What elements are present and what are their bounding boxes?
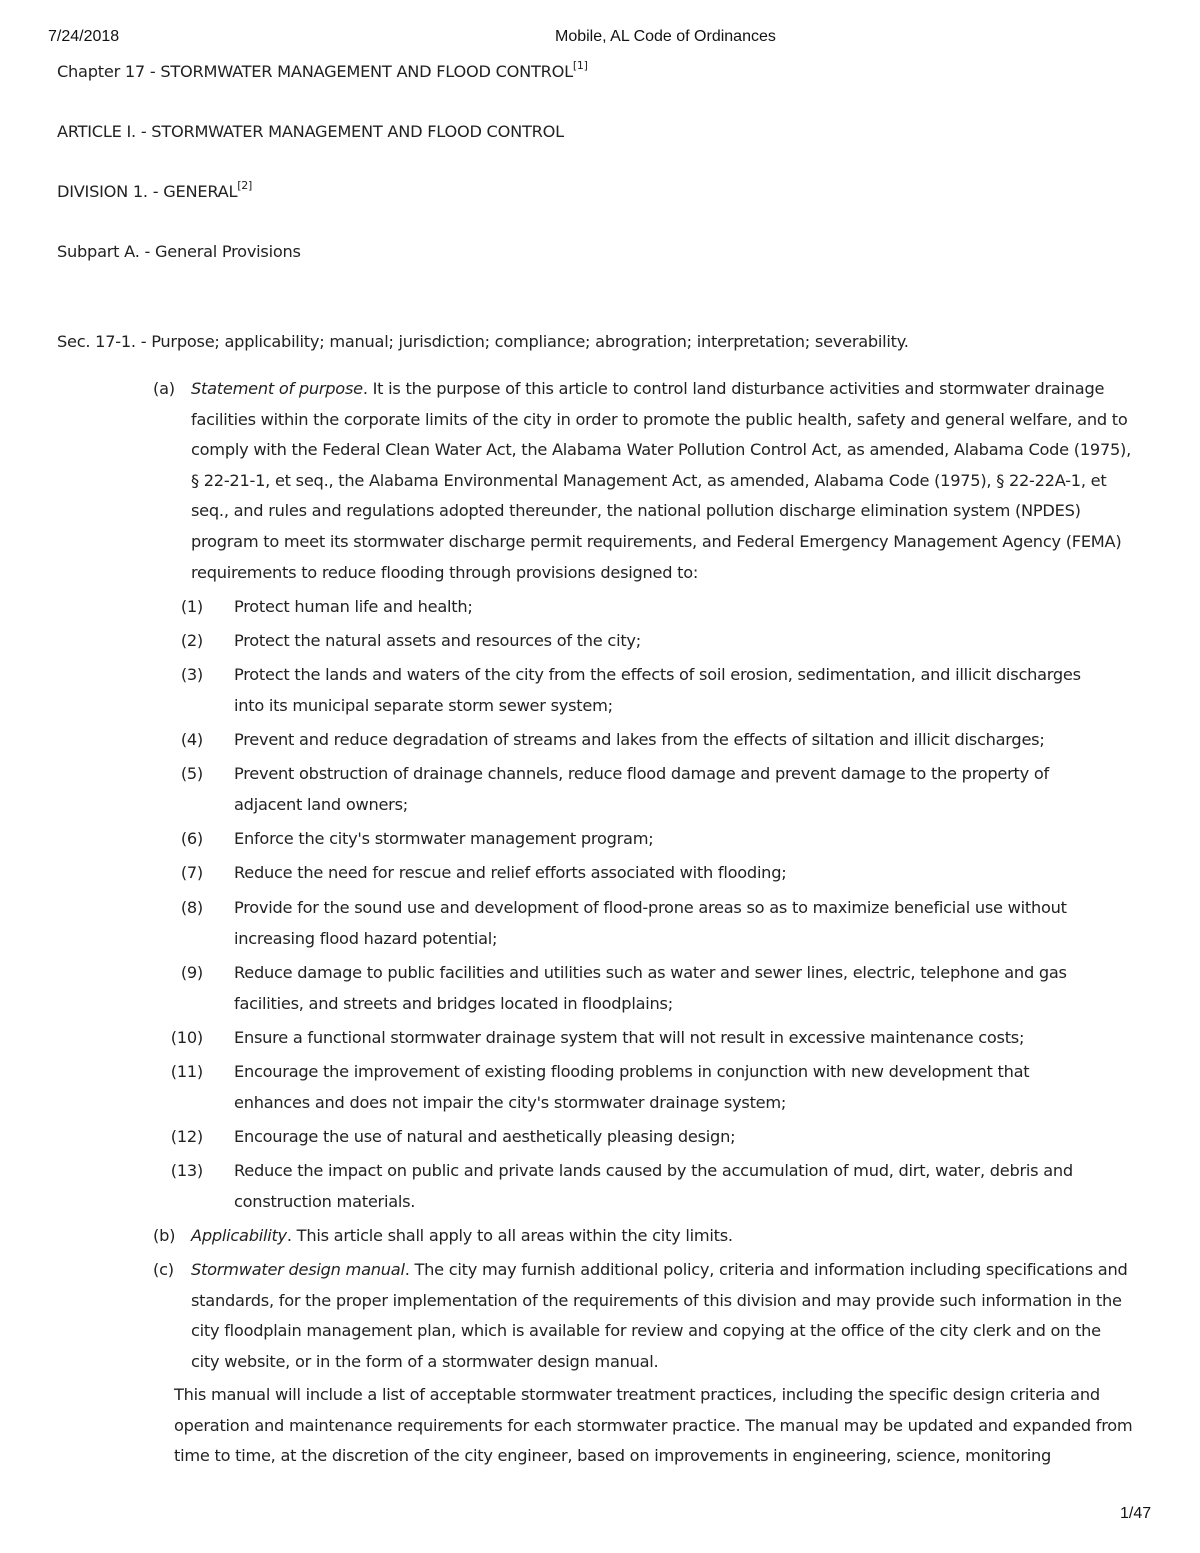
purpose-item: (7) Reduce the need for rescue and relief efforts associated with flooding; [180, 863, 787, 882]
chapter-heading [57, 59, 588, 81]
purpose-item: (3) Protect the lands and waters of the city from the effects of soil erosion, sedimentation, and illicit discharges into its municipal separate storm sewer system; [180, 665, 1081, 715]
subsection-label: (b) [153, 1226, 176, 1245]
subsection-label: (a) [153, 379, 175, 398]
page-number: 1/47 [1120, 1505, 1152, 1522]
print-header [0, 28, 1200, 48]
subsection-c [153, 1255, 1133, 1377]
purpose-item: (2) Protect the natural assets and resources of the city; [180, 631, 641, 650]
purpose-item: (12) Encourage the use of natural and aesthetically pleasing design; [170, 1127, 736, 1146]
purpose-item: (4) Prevent and reduce degradation of streams and lakes from the effects of siltation and illicit discharges; [180, 730, 1045, 749]
purpose-item: (6) Enforce the city's stormwater management program; [180, 829, 654, 848]
purpose-item: (10) Ensure a functional stormwater drainage system that will not result in excessive maintenance costs; [170, 1028, 1025, 1047]
article-heading: ARTICLE I. - STORMWATER MANAGEMENT AND FLOOD CONTROL [57, 122, 564, 141]
purpose-item: (8) Provide for the sound use and development of flood-prone areas so as to maximize beneficial use without increasing flood hazard potential; [180, 898, 1067, 948]
purpose-item: (5) Prevent obstruction of drainage channels, reduce flood damage and prevent damage to the property of adjacent land owners; [180, 764, 1049, 814]
print-date: 7/24/2018 [48, 28, 120, 45]
subsection-text: . The city may furnish additional policy, criteria and information including specifications and standards, for the proper implementation of the requirements of this division and may provide such information in the city floodplain management plan, which is available for review and copying at the office of the city clerk and on the city website, or in the form of a stormwater design manual. [191, 1260, 1128, 1371]
section-heading: Sec. 17-1. - Purpose; applicability; manual; jurisdiction; compliance; abrogration; interpretation; severability. [57, 332, 909, 351]
subsection-text: . It is the purpose of this article to control land disturbance activities and stormwater drainage facilities within the corporate limits of the city in order to promote the public health, safety and general welfare, and to comply with the Federal Clean Water Act, the Alabama Water Pollution Control Act, as amended, Alabama Code (1975), § 22-21-1, et seq., the Alabama Environmental Management Act, as amended, Alabama Code (1975), § 22-22A-1, et seq., and rules and regulations adopted thereunder, the national pollution discharge elimination system (NPDES) program to meet its stormwater discharge permit requirements, and Federal Emergency Management Agency (FEMA) requirements to reduce flooding through provisions designed to: [191, 379, 1132, 582]
subsection-lead: Applicability [191, 1226, 287, 1245]
print-title: Mobile, AL Code of Ordinances [555, 28, 776, 45]
subsection-a [153, 374, 1133, 588]
subpart-heading: Subpart A. - General Provisions [57, 242, 301, 261]
subsection-lead: Stormwater design manual [191, 1260, 405, 1279]
subsection-b [153, 1221, 1133, 1252]
subsection-lead: Statement of purpose [191, 379, 363, 398]
footnote-link-2[interactable]: [2] [237, 179, 253, 192]
footnote-link-1[interactable]: [1] [572, 59, 588, 72]
division-title: DIVISION 1. - GENERAL [57, 182, 238, 201]
division-heading [57, 179, 253, 201]
purpose-item: (1) Protect human life and health; [180, 597, 473, 616]
manual-continuation-paragraph: This manual will include a list of acceptable stormwater treatment practices, including the specific design criteria and operation and maintenance requirements for each stormwater practice. The manual may be updated and expanded from time to time, at the discretion of the city engineer, based on improvements in engineering, science, monitoring [174, 1385, 1133, 1466]
subsection-label: (c) [153, 1260, 174, 1279]
purpose-item: (9) Reduce damage to public facilities and utilities such as water and sewer lines, electric, telephone and gas facilities, and streets and bridges located in floodplains; [180, 963, 1067, 1013]
purpose-item: (11) Encourage the improvement of existing flooding problems in conjunction with new development that enhances and does not impair the city's stormwater drainage system; [170, 1062, 1030, 1112]
purpose-item: (13) Reduce the impact on public and private lands caused by the accumulation of mud, dirt, water, debris and construction materials. [170, 1161, 1073, 1211]
subsection-text: . This article shall apply to all areas within the city limits. [286, 1226, 733, 1245]
chapter-title: Chapter 17 - STORMWATER MANAGEMENT AND FLOOD CONTROL [57, 62, 573, 81]
